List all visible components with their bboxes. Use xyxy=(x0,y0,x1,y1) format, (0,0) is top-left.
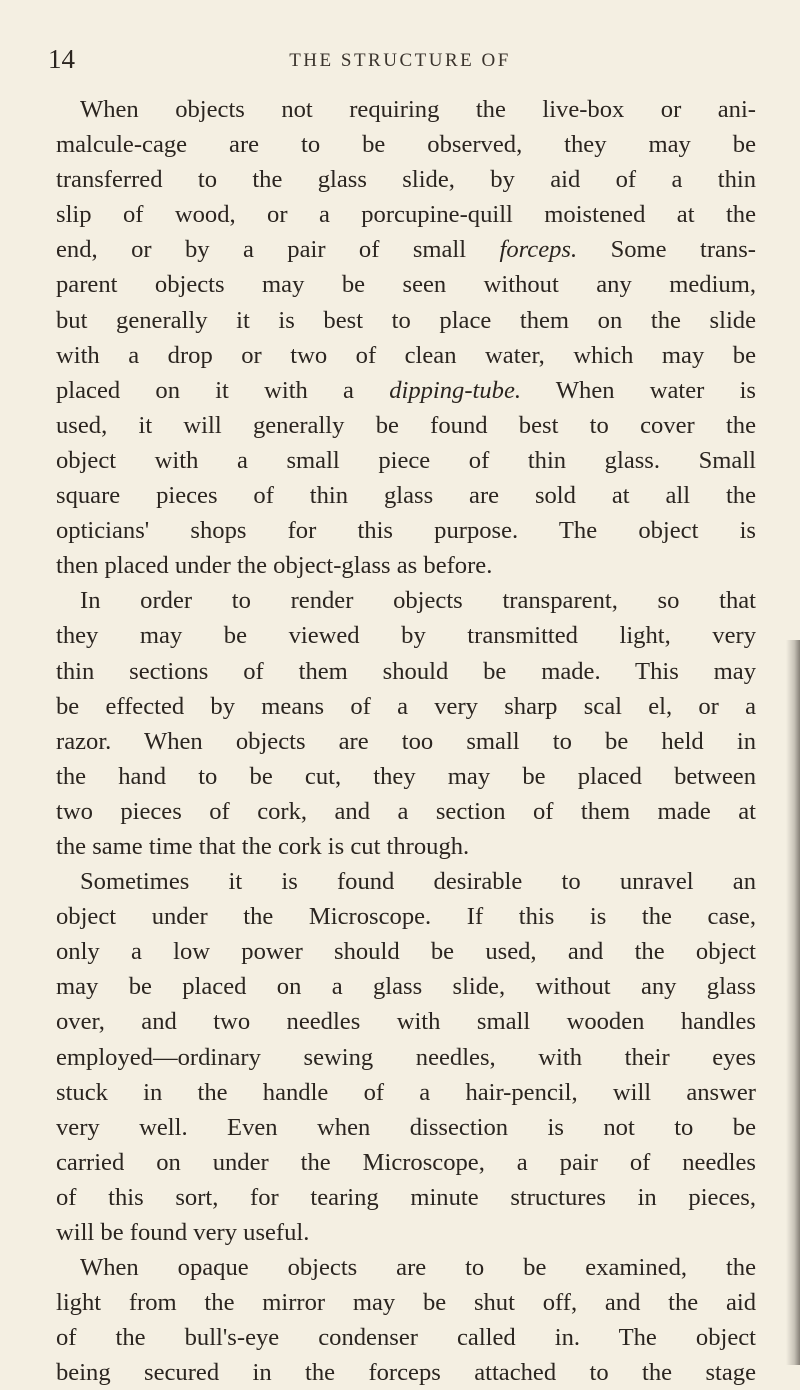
running-title: THE STRUCTURE OF xyxy=(289,50,511,71)
text-line: of the bull's-eye condenser called in. The object xyxy=(56,1324,756,1352)
text-line: with a drop or two of clean water, which may be xyxy=(56,341,756,369)
text-segment: When water is xyxy=(521,376,756,404)
text-line: malcule-cage are to be observed, they may be xyxy=(56,131,756,159)
text-line: but generally it is best to place them on the slide xyxy=(56,306,756,334)
text-segment: Some trans- xyxy=(577,236,756,264)
text-line: then placed under the object-glass as before. xyxy=(56,552,493,580)
page-number: 14 xyxy=(48,44,75,74)
text-segment: placed on it with a xyxy=(56,376,390,404)
text-line: two pieces of cork, and a section of them made at xyxy=(56,797,756,825)
text-line: Sometimes it is found desirable to unravel an xyxy=(80,868,756,896)
text-line: object with a small piece of thin glass. Small xyxy=(56,446,756,474)
text-line: razor. When objects are too small to be held in xyxy=(56,727,756,755)
text-segment: end, or by a pair of small xyxy=(56,236,500,264)
text-line: slip of wood, or a porcupine-quill moistened at the xyxy=(56,201,756,229)
text-line: be effected by means of a very sharp scal el, or a xyxy=(56,692,756,720)
italic-term-dipping-tube: dipping-tube. xyxy=(389,376,522,404)
text-line xyxy=(56,232,756,267)
text-line: may be placed on a glass slide, without any glass xyxy=(56,973,756,1001)
text-line: stuck in the handle of a hair-pencil, will answer xyxy=(56,1078,756,1106)
text-line: used, it will generally be found best to cover the xyxy=(56,411,756,439)
text-line: square pieces of thin glass are sold at all the xyxy=(56,482,756,510)
text-line: only a low power should be used, and the object xyxy=(56,938,756,966)
body-text xyxy=(56,92,756,1390)
text-line xyxy=(56,373,756,408)
text-line: the same time that the cork is cut through. xyxy=(56,832,470,860)
text-line: object under the Microscope. If this is the case, xyxy=(56,903,756,931)
text-line: over, and two needles with small wooden handles xyxy=(56,1008,756,1036)
text-line: When opaque objects are to be examined, the xyxy=(80,1254,756,1282)
italic-term-forceps: forceps. xyxy=(499,236,578,264)
text-line: they may be viewed by transmitted light, very xyxy=(56,622,756,650)
text-line: light from the mirror may be shut off, and the aid xyxy=(56,1289,756,1317)
page-header xyxy=(48,44,752,84)
page-edge-shadow xyxy=(786,640,800,1365)
text-line: employed—ordinary sewing needles, with their eyes xyxy=(56,1043,756,1071)
text-line: opticians' shops for this purpose. The object is xyxy=(56,517,756,545)
text-line: In order to render objects transparent, so that xyxy=(80,587,756,615)
text-line: of this sort, for tearing minute structures in pieces, xyxy=(56,1183,756,1211)
text-line: being secured in the forceps attached to the stage xyxy=(56,1359,756,1387)
text-line: transferred to the glass slide, by aid of a thin xyxy=(56,166,756,194)
text-line: thin sections of them should be made. This may xyxy=(56,657,756,685)
text-line: carried on under the Microscope, a pair of needles xyxy=(56,1148,756,1176)
text-line: parent objects may be seen without any medium, xyxy=(56,271,756,299)
text-line: very well. Even when dissection is not to be xyxy=(56,1113,756,1141)
text-line: will be found very useful. xyxy=(56,1219,310,1246)
text-line: the hand to be cut, they may be placed between xyxy=(56,762,756,790)
text-line: When objects not requiring the live-box or ani- xyxy=(80,96,756,123)
